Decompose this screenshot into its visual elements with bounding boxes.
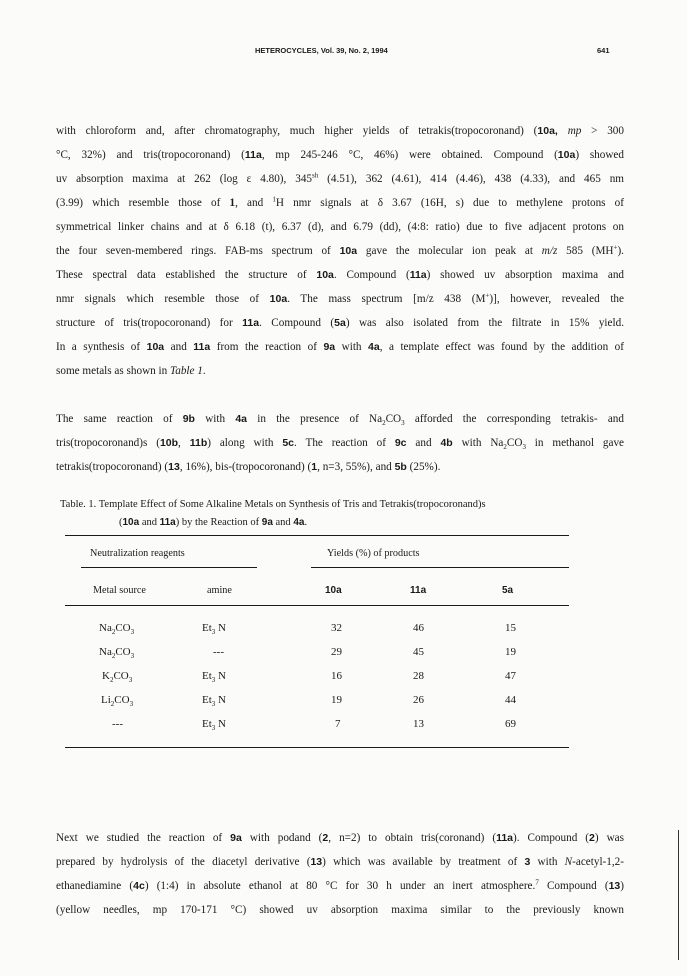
text-line: ethanediamine (4c) (1:4) in absolute ethanol at 80 °C for 30 h under an inert atmosphere.$^7$ Compound (13) — [56, 878, 624, 892]
group-rule-left — [81, 567, 257, 568]
col-metal-source: Metal source — [93, 585, 146, 596]
text-line: tetrakis(tropocoronand) (13, 16%), bis-(tropocoronand) (1, n=3, 55%), and 5b (25%). — [56, 461, 441, 473]
text-line: These spectral data established the structure of 10a. Compound (11a) showed uv absorption maxima and — [56, 269, 624, 281]
data-table — [65, 535, 569, 750]
cell-11a: 45 — [413, 646, 424, 658]
paragraph-3 — [56, 826, 624, 922]
cell-amine: --- — [213, 646, 224, 658]
paragraph-2 — [56, 407, 624, 479]
text-line: (3.99) which resemble those of 1, and $^1$H nmr signals at δ 3.67 (16H, s) due to methylene protons of — [56, 195, 624, 209]
caption-line: Table. 1. Template Effect of Some Alkaline Metals on Synthesis of Tris and Tetrakis(tropocoronand)s — [60, 499, 486, 510]
group-rule-right — [311, 567, 569, 568]
caption-line: (10a and 11a) by the Reaction of 9a and 4a. — [119, 517, 308, 528]
page-number: 641 — [597, 46, 610, 55]
cell-5a: 15 — [505, 622, 516, 634]
text-line: In a synthesis of 10a and 11a from the reaction of 9a with 4a, a template effect was found by the addition of — [56, 341, 624, 353]
cell-11a: 26 — [413, 694, 424, 706]
col-10a: 10a — [325, 585, 342, 596]
table-top-rule — [65, 535, 569, 536]
text-line: the four seven-membered rings. FAB-ms spectrum of 10a gave the molecular ion peak at m/z 585 (MH+). — [56, 243, 624, 257]
cell-amine: $Et_3$ N — [202, 670, 226, 685]
cell-metal: $Na_2CO_3$ — [99, 646, 135, 661]
cell-10a: 32 — [331, 622, 342, 634]
text-line: Next we studied the reaction of 9a with podand (2, n=2) to obtain tris(coronand) (11a). Compound (2) was — [56, 832, 624, 844]
cell-metal: $Na_2CO_3$ — [99, 622, 135, 637]
cell-metal: $Li_2CO_3$ — [101, 694, 134, 709]
journal-citation: HETEROCYCLES, Vol. 39, No. 2, 1994 — [255, 46, 388, 55]
cell-5a: 69 — [505, 718, 516, 730]
cell-metal: $K_2CO_3$ — [102, 670, 133, 685]
cell-amine: $Et_3$ N — [202, 718, 226, 733]
col-5a: 5a — [502, 585, 514, 596]
text-line: with chloroform and, after chromatography, much higher yields of tetrakis(tropocoronand) (10a, mp > 300 — [56, 125, 624, 137]
cell-amine: $Et_3$ N — [202, 694, 226, 709]
text-line: uv absorption maxima at 262 (log ε 4.80), $345^{sh}$ (4.51), 362 (4.61), 414 (4.46), 438 (4.33), and 465 nm — [56, 171, 624, 185]
header-bottom-rule — [65, 605, 569, 606]
col-11a: 11a — [410, 585, 427, 596]
text-line: nmr signals which resemble those of 10a. The mass spectrum [m/z 438 (M+)], however, revealed the — [56, 291, 624, 305]
cell-5a: 19 — [505, 646, 516, 658]
scan-edge-line — [678, 830, 679, 960]
header-yields: Yields (%) of products — [327, 548, 420, 559]
cell-5a: 44 — [505, 694, 516, 706]
cell-11a: 28 — [413, 670, 424, 682]
text-line: some metals as shown in Table 1. — [56, 365, 206, 377]
cell-amine: $Et_3$ N — [202, 622, 226, 637]
text-line: prepared by hydrolysis of the diacetyl derivative (13) which was available by treatment of 3 with N-acetyl-1,2- — [56, 856, 624, 868]
text-line: °C, 32%) and tris(tropocoronand) (11a, mp 245-246 °C, 46%) were obtained. Compound (10a) showed — [56, 149, 624, 161]
col-amine: amine — [207, 585, 232, 596]
cell-metal: --- — [112, 718, 123, 730]
text-line: (yellow needles, mp 170-171 °C) showed uv absorption maxima similar to the previously known — [56, 904, 624, 916]
text-line: structure of tris(tropocoronand) for 11a. Compound (5a) was also isolated from the filtrate in 15% yield. — [56, 317, 624, 329]
cell-10a: 29 — [331, 646, 342, 658]
cell-10a: 7 — [335, 718, 341, 730]
text-line: tris(tropocoronand)s (10b, 11b) along with 5c. The reaction of 9c and 4b with $Na_2CO_3$ in methanol gave — [56, 437, 624, 452]
table-bottom-rule — [65, 747, 569, 748]
cell-10a: 16 — [331, 670, 342, 682]
table-caption — [60, 496, 630, 532]
paragraph-1 — [56, 119, 624, 383]
cell-11a: 13 — [413, 718, 424, 730]
cell-11a: 46 — [413, 622, 424, 634]
running-header — [0, 46, 687, 60]
cell-10a: 19 — [331, 694, 342, 706]
text-line: symmetrical linker chains and at δ 6.18 (t), 6.37 (d), and 6.79 (dd), (4:8: ratio) due to five adjacent protons on — [56, 221, 624, 233]
header-neutralization-reagents: Neutralization reagents — [90, 548, 185, 559]
cell-5a: 47 — [505, 670, 516, 682]
text-line: The same reaction of 9b with 4a in the presence of $Na_2CO_3$ afforded the corresponding tetrakis- and — [56, 413, 624, 428]
